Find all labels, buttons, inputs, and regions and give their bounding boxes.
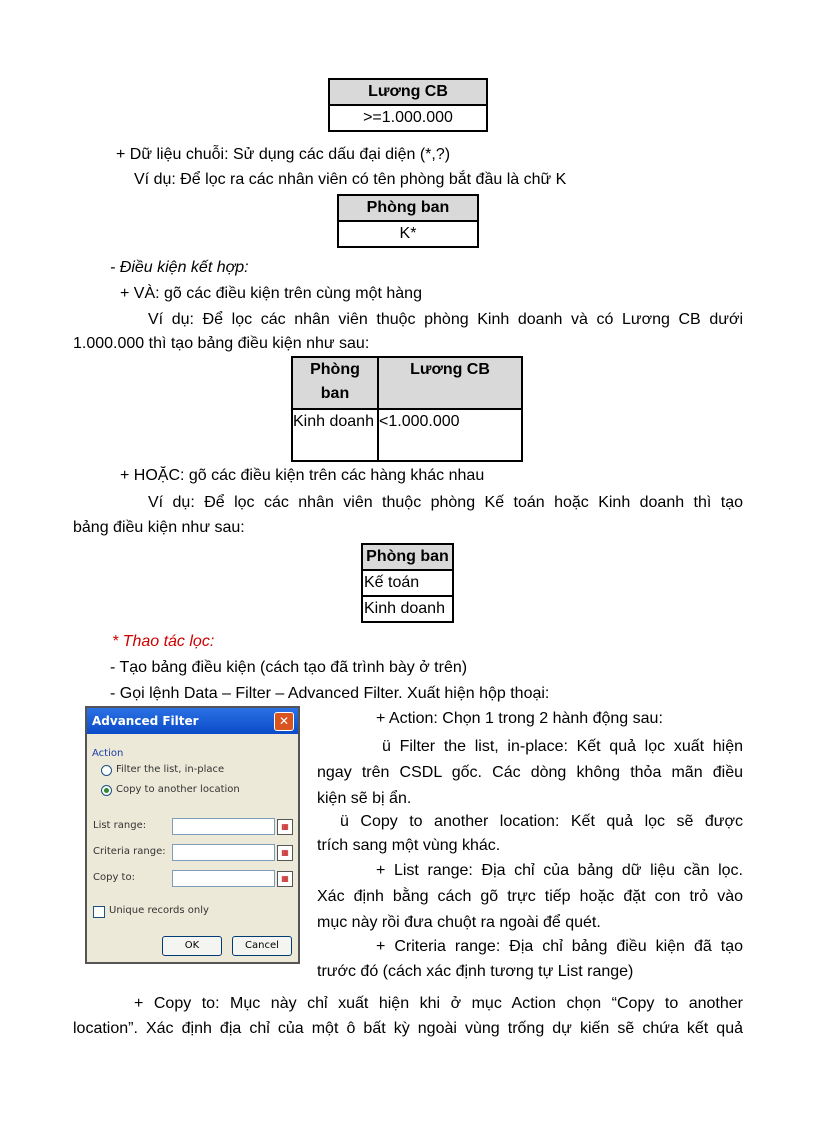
table-header: Phòng ban (362, 544, 453, 570)
text-line: Ví dụ: Để lọc các nhân viên thuộc phòng Kinh doanh và có Lương CB dưới (148, 311, 743, 328)
list-range-input[interactable] (172, 818, 275, 835)
text-line: ü Filter the list, in-place: Kết quả lọc xuất hiện (382, 738, 743, 755)
text-line: bảng điều kiện như sau: (73, 519, 245, 536)
text-line: + List range: Địa chỉ của bảng dữ liệu cần lọc. (376, 862, 743, 879)
text-line: Ví dụ: Để lọc các nhân viên thuộc phòng Kế toán hoặc Kinh doanh thì tạo (148, 494, 743, 511)
section-heading: * Thao tác lọc: (112, 633, 215, 650)
criteria-table-and (291, 356, 523, 462)
table-header: Phòng ban (292, 357, 378, 409)
text-line: - Gọi lệnh Data – Filter – Advanced Filter. Xuất hiện hộp thoại: (110, 685, 550, 702)
criteria-table-or (361, 543, 454, 623)
text-line: + Dữ liệu chuỗi: Sử dụng các dấu đại diện (*,?) (116, 146, 451, 163)
table-cell: Kế toán (362, 570, 453, 596)
text-line: Xác định bằng cách gõ trực tiếp hoặc đặt con trỏ vào (317, 888, 743, 905)
text-line: ü Copy to another location: Kết quả lọc sẽ được (340, 813, 743, 830)
criteria-range-input[interactable] (172, 844, 275, 861)
dialog-title-bar (87, 708, 298, 734)
table-cell: Kinh doanh (292, 409, 378, 461)
table-cell: <1.000.000 (378, 409, 522, 461)
filter-in-place-radio[interactable] (101, 765, 112, 776)
text-line: + VÀ: gõ các điều kiện trên cùng một hàng (120, 285, 422, 302)
table-cell: K* (338, 221, 478, 247)
text-line: + HOẶC: gõ các điều kiện trên các hàng khác nhau (120, 467, 485, 484)
copy-to-location-label: Copy to another location (116, 784, 240, 795)
text-line: ngay trên CSDL gốc. Các dòng không thỏa mãn điều (317, 764, 743, 781)
table-cell: >=1.000.000 (329, 105, 487, 131)
range-picker-icon[interactable]: ▦ (277, 871, 293, 887)
ok-button[interactable]: OK (162, 936, 222, 956)
unique-records-checkbox[interactable] (93, 906, 105, 918)
unique-records-label: Unique records only (109, 905, 209, 916)
text-line: mục này rồi đưa chuột ra ngoài để quét. (317, 914, 601, 931)
cancel-button[interactable]: Cancel (232, 936, 292, 956)
criteria-table-department (337, 194, 479, 248)
list-range-label: List range: (93, 820, 147, 831)
text-line: Ví dụ: Để lọc ra các nhân viên có tên phòng bắt đầu là chữ K (134, 171, 567, 188)
copy-to-label: Copy to: (93, 872, 135, 883)
table-header: Lương CB (329, 79, 487, 105)
range-picker-icon[interactable]: ▦ (277, 845, 293, 861)
text-line: 1.000.000 thì tạo bảng điều kiện như sau: (73, 335, 370, 352)
close-icon[interactable]: ✕ (274, 712, 294, 731)
text-line: + Copy to: Mục này chỉ xuất hiện khi ở mục Action chọn “Copy to another (134, 995, 743, 1012)
text-line: - Điều kiện kết hợp: (110, 259, 249, 276)
criteria-range-label: Criteria range: (93, 846, 166, 857)
action-group-label: Action (92, 748, 124, 759)
text-line: + Action: Chọn 1 trong 2 hành động sau: (376, 710, 663, 727)
text-line: location”. Xác định địa chỉ của một ô bất kỳ ngoài vùng trống dự kiến sẽ chứa kết quả (73, 1020, 743, 1037)
copy-to-input[interactable] (172, 870, 275, 887)
dialog-title: Advanced Filter (92, 714, 199, 728)
text-line: - Tạo bảng điều kiện (cách tạo đã trình bày ở trên) (110, 659, 468, 676)
table-header: Phòng ban (338, 195, 478, 221)
table-header: Lương CB (378, 357, 522, 409)
range-picker-icon[interactable]: ▦ (277, 819, 293, 835)
text-line: trước đó (cách xác định tương tự List range) (317, 963, 634, 980)
criteria-table-salary (328, 78, 488, 132)
text-line: + Criteria range: Địa chỉ bảng điều kiện đã tạo (376, 938, 743, 955)
filter-in-place-label: Filter the list, in-place (116, 764, 225, 775)
advanced-filter-dialog (85, 706, 300, 964)
text-line: trích sang một vùng khác. (317, 837, 501, 854)
table-cell: Kinh doanh (362, 596, 453, 622)
copy-to-location-radio[interactable] (101, 785, 112, 796)
text-line: kiện sẽ bị ẩn. (317, 790, 412, 807)
